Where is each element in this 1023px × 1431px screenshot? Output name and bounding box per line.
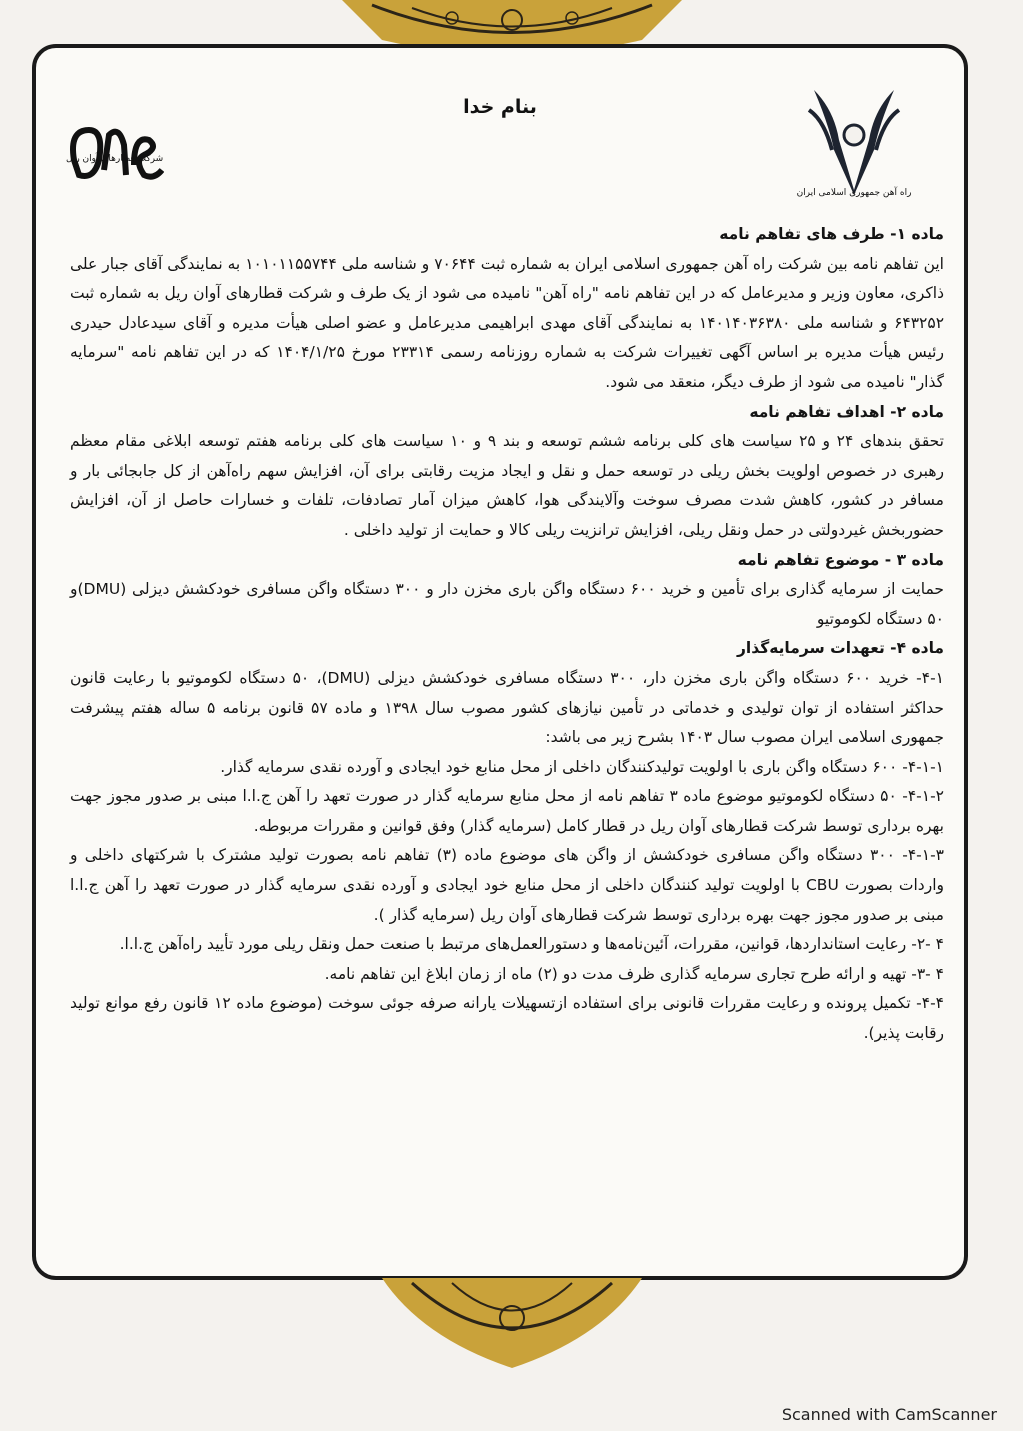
scanner-watermark: Scanned with CamScanner: [781, 1405, 997, 1424]
article-2-title: ماده ۲- اهداف تفاهم نامه: [749, 402, 944, 421]
clause-4-1: ۴-۱- خرید ۶۰۰ دستگاه واگن باری مخزن دار، ۳۰۰ دستگاه مسافری خودکشش دیزلی (DMU)، ۵۰ دستگاه لکوموتیو با رعایت قانون حداکثر استفاده از توان تولیدی و خدماتی در تأمین نیازهای کشور مصوب سال ۱۳۹۸ و ماده ۵۷ قانون برنامه ۵ ساله هفتم پیشرفت جمهوری اسلامی ایران مصوب سال ۱۴۰۳ بشرح زیر می باشد:: [70, 668, 945, 747]
clause-4-1-1: ۴-۱-۱- ۶۰۰ دستگاه واگن باری با اولویت تولیدکنندگان داخلی از محل منابع خود ایجادی و آورده نقدی سرمایه گذار.: [220, 757, 944, 776]
document-heading: بنام خدا: [463, 96, 537, 118]
clause-4-3: ۴ -۳- تهیه و ارائه طرح تجاری سرمایه گذاری ظرف مدت دو (۲) ماه از زمان ابلاغ این تفاهم نامه.: [324, 964, 944, 983]
railway-emblem: [804, 80, 904, 198]
clause-4-2: ۴ -۲- رعایت استانداردها، قوانین، مقررات، آئین‌نامه‌ها و دستورالعمل‌های مرتبط با صنعت حمل ونقل ریلی مورد تأیید راه‌آهن ج.ا.ا.: [119, 935, 944, 954]
railway-emblem-caption: راه آهن جمهوری اسلامی ایران: [796, 188, 912, 198]
clause-4-1-2: ۴-۱-۲- ۵۰ دستگاه لکوموتیو موضوع ماده ۳ تفاهم نامه از محل منابع سرمایه گذار در صورت تعهد را آهن ج.ا.ا مبنی بر صدور مجوز جهت بهره برداری توسط شرکت قطارهای آوان ریل در قطار کامل (سرمایه گذار) وفق قوانین و مقررات مربوطه.: [70, 787, 944, 835]
article-3-title: ماده ۳ - موضوع تفاهم نامه: [737, 550, 944, 569]
article-1-text: این تفاهم نامه بین شرکت راه آهن جمهوری اسلامی ایران به شماره ثبت ۷۰۶۴۴ و شناسه ملی ۱۰۱۰۱۱۵۵۷۴۴ به نمایندگی آقای جبار علی ذاکری، معاون وزیر و مدیرعامل که در این تفاهم نامه "راه آهن" نامیده می شود از یک طرف و شرکت قطارهای آوان ریل به شماره ثبت ۶۴۳۲۵۲ و شناسه ملی ۱۴۰۱۴۰۳۶۳۸۰ به نمایندگی آقای مهدی ابراهیمی مدیرعامل و عضو اصلی هیأت مدیره و آقای سیدعادل حیدری رئیس هیأت مدیره بر اساس آگهی تغییرات شرکت به شماره روزنامه رسمی ۲۳۳۱۴ مورخ ۱۴۰۴/۱/۲۵ که در این تفاهم نامه "سرمایه گذار" نامیده می شود از طرف دیگر، منعقد می شود.: [70, 254, 945, 391]
clause-4-1-3: ۴-۱-۳- ۳۰۰ دستگاه واگن مسافری خودکشش از واگن های موضوع ماده (۳) تفاهم نامه بصورت تولید مشترک با شرکتهای داخلی و واردات بصورت CBU با اولویت تولید کنندگان داخلی از محل منابع خود ایجادی و آورده نقدی سرمایه گذار در صورت تعهد را آهن ج.ا.ا مبنی بر صدور مجوز جهت بهره برداری توسط شرکت قطارهای آوان ریل (سرمایه گذار ).: [70, 846, 945, 924]
bottom-ornament: [342, 1278, 682, 1368]
clause-4-4: ۴-۴- تکمیل پرونده و رعایت مقررات قانونی برای استفاده ازتسهیلات یارانه صرفه جوئی سوخت (موضوع ماده ۱۲ قانون رفع موانع تولید رقابت پذیر).: [70, 994, 944, 1043]
article-1-title: ماده ۱- طرف های تفاهم نامه: [719, 225, 944, 243]
article-2-text: تحقق بندهای ۲۴ و ۲۵ سیاست های کلی برنامه ششم توسعه و بند ۹ و ۱۰ سیاست های کلی برنامه هفتم توسعه ابلاغی مقام معظم رهبری در خصوص اولویت بخش ریلی در توسعه حمل و نقل و ایجاد مزیت رقابتی برای آن، افزایش سهم راه‌آهن از کل جابجائی بار و مسافر در کشور، کاهش شدت مصرف سوخت وآلایندگی هوا، کاهش میزان آمار تصادفات، تلفات و خسارات حاصل از آن، افزایش حضوربخش غیردولتی در حمل ونقل ریلی، افزایش ترانزیت ریلی کالا و حمایت از تولید داخلی .: [70, 432, 944, 539]
document-body: [70, 220, 944, 1049]
article-4-title: ماده ۴- تعهدات سرمایه‌گذار: [737, 639, 944, 658]
avan-rail-logo-caption: شرکت قطارهای آوان ریل: [66, 154, 164, 164]
document-frame: [32, 44, 968, 1280]
article-3-text: حمایت از سرمایه گذاری برای تأمین و خرید ۶۰۰ دستگاه واگن باری مخزن دار و ۳۰۰ دستگاه واگن مسافری خودکشش دیزلی (DMU)و ۵۰ دستگاه لکوموتیو: [70, 580, 944, 628]
